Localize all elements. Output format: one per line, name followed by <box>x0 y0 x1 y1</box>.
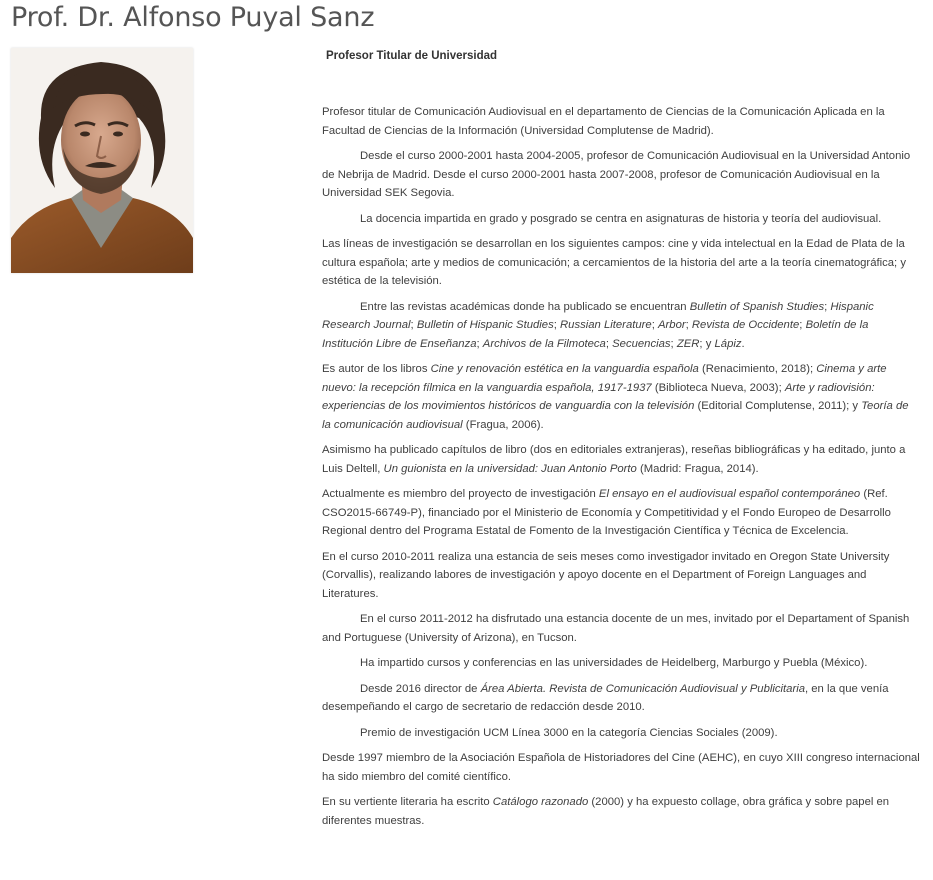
bio-paragraph: Premio de investigación UCM Línea 3000 en la categoría Ciencias Sociales (2009). <box>360 726 778 739</box>
bio-paragraph: Es autor de los libros Cine y renovación estética en la vanguardia española (Renacimiento, 2018); Cinema y arte nuevo: la recepción fílmica en la vanguardia española, 1917-1937 (Biblioteca Nueva, 2003); Arte y radiovisión: experiencias de los movimientos históricos de vanguardia con la televisión (Editorial Complutense, 2011); y Teoría de la comunicación audiovisual (Fragua, 2006). <box>322 363 909 431</box>
bio-paragraph: Entre las revistas académicas donde ha publicado se encuentran Bulletin of Spanish Studies; Hispanic Research Journal; Bulletin of Hispanic Studies; Russian Literature; Arbor; Revista de Occidente; Boletín de la Institución Libre de Enseñanza; Archivos de la Filmoteca; Secuencias; ZER; y Lápiz. <box>322 300 874 350</box>
bio-paragraph: Las líneas de investigación se desarrollan en los siguientes campos: cine y vida intelectual en la Edad de Plata de la cultura española; arte y medios de comunicación; a cercamientos de la historia del arte a la teoría cinematográfica; y estética de la televisión. <box>322 238 906 287</box>
bio-paragraph: En su vertiente literaria ha escrito Catálogo razonado (2000) y ha expuesto collage, obra gráfica y sobre papel en diferentes muestras. <box>322 796 890 827</box>
profile-photo <box>11 48 193 273</box>
position-title: Profesor Titular de Universidad <box>326 50 498 62</box>
bio-paragraph: Ha impartido cursos y conferencias en las universidades de Heidelberg, Marburgo y Puebla (México). <box>360 657 868 669</box>
bio-paragraph: Desde 1997 miembro de la Asociación Española de Historiadores del Cine (AEHC), en cuyo XIII congreso internacional ha sido miembro del comité científico. <box>322 752 920 783</box>
bio-paragraph: Desde el curso 2000-2001 hasta 2004-2005, profesor de Comunicación Audiovisual en la Universidad Antonio de Nebrija de Madrid. Desde el curso 2000-2001 hasta 2007-2008, profesor de Comunicación Audiovisual en la Universidad SEK Segovia. <box>322 150 911 199</box>
bio-paragraph: Asimismo ha publicado capítulos de libro (dos en editoriales extranjeras), reseñas bibliográficas y ha editado, junto a Luis Deltell, Un guionista en la universidad: Juan Antonio Porto (Madrid: Fragua, 2014). <box>322 444 906 475</box>
bio-paragraph: En el curso 2011-2012 ha disfrutado una estancia docente de un mes, invitado por el Departament of Spanish and Portuguese (University of Arizona), en Tucson. <box>322 613 910 644</box>
bio-paragraph: Desde 2016 director de Área Abierta. Revista de Comunicación Audiovisual y Publicitaria, en la que venía desempeñando el cargo de secretario de redacción desde 2010. <box>322 682 889 713</box>
bio-paragraph: Actualmente es miembro del proyecto de investigación El ensayo en el audiovisual español contemporáneo (Ref. CSO2015-66749-P), financiado por el Ministerio de Economía y Competitividad y el Fondo Europeo de Desarrollo Regional dentro del Programa Estatal de Fomento de la Investigación Científica y Técnica de Excelencia. <box>322 488 891 537</box>
biography <box>322 103 920 837</box>
portrait-image <box>11 48 193 273</box>
bio-paragraph: En el curso 2010-2011 realiza una estancia de seis meses como investigador invitado en Oregon State University (Corvallis), realizando labores de investigación y apoyo docente en el Department of Foreign Languages and Literatures. <box>322 550 890 600</box>
page-title: Prof. Dr. Alfonso Puyal Sanz <box>11 2 375 33</box>
bio-paragraph: La docencia impartida en grado y posgrado se centra en asignaturas de historia y teoría del audiovisual. <box>360 212 882 225</box>
bio-paragraph: Profesor titular de Comunicación Audiovisual en el departamento de Ciencias de la Comunicación Aplicada en la Facultad de Ciencias de la Información (Universidad Complutense de Madrid). <box>322 106 885 137</box>
